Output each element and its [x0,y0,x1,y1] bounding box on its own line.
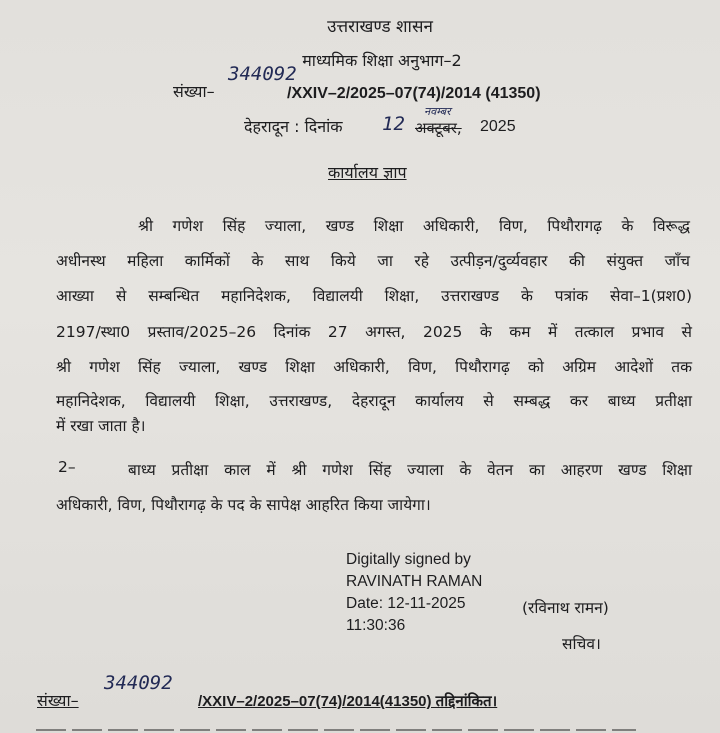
para1-line5: श्री गणेश सिंह ज्याला, खण्ड शिक्षा अधिकारी, विण, पिथौरागढ़ को अग्रिम आदेशों तक [56,358,692,376]
para2-number: 2– [58,458,76,476]
signatory-name: (रविनाथ रामन) [522,599,609,617]
reference-number: /XXIV–2/2025–07(74)/2014 (41350) [287,85,541,102]
digital-signature-line4: 11:30:36 [346,617,406,634]
reference-label: संख्या– [173,82,215,101]
para1-line4: 2197/स्था0 प्रस्ताव/2025–26 दिनांक 27 अगस्त, 2025 के कम में तत्काल प्रभाव से [56,323,692,341]
date-year: 2025 [480,118,516,135]
para1-line6: महानिदेशक, विद्यालयी शिक्षा, उत्तराखण्ड, देहरादून कार्यालय से सम्बद्ध कर बाध्य प्रतीक्षा [56,392,692,410]
signatory-designation: सचिव। [562,635,601,653]
footer-reference-label: संख्या– [37,691,79,710]
government-name: उत्तराखण्ड शासन [327,17,433,37]
para1-line1: श्री गणेश सिंह ज्याला, खण्ड शिक्षा अधिकारी, विण, पिथौरागढ़ के विरूद्ध [138,217,690,235]
place-date-label: देहरादून : दिनांक [244,117,343,136]
para2-line2: अधिकारी, विण, पिथौरागढ़ के पद के सापेक्ष आहरित किया जायेगा। [56,496,431,514]
footer-reference-handwritten-number: 344092 [104,672,173,694]
date-month-correction: नवम्बर [424,105,451,118]
digital-signature-line2: RAVINATH RAMAN [346,573,483,590]
reference-handwritten-number: 344092 [228,63,297,85]
digital-signature-line3: Date: 12-11-2025 [346,595,466,612]
digital-signature-line1: Digitally signed by [346,551,471,568]
para1-line7: में रखा जाता है। [56,417,146,435]
date-month-struck: अक्टूबर, [415,119,462,137]
para1-line2: अधीनस्थ महिला कार्मिकों के साथ किये जा रहे उत्पीड़न/दुर्व्यवहार की संयुक्त जाँच [56,252,690,270]
document-title: कार्यालय ज्ञाप [328,163,407,182]
cut-off-next-line [36,725,636,733]
date-day-handwritten: 12 [382,113,405,135]
footer-reference-number: /XXIV–2/2025–07(74)/2014(41350) तद्दिनांकित। [198,693,498,710]
para1-line3: आख्या से सम्बन्धित महानिदेशक, विद्यालयी शिक्षा, उत्तराखण्ड के पत्रांक सेवा–1(प्रश0) [56,287,692,305]
section-name: माध्यमिक शिक्षा अनुभाग–2 [302,51,462,70]
para2-line1: बाध्य प्रतीक्षा काल में श्री गणेश सिंह ज्याला के वेतन का आहरण खण्ड शिक्षा [128,461,692,479]
